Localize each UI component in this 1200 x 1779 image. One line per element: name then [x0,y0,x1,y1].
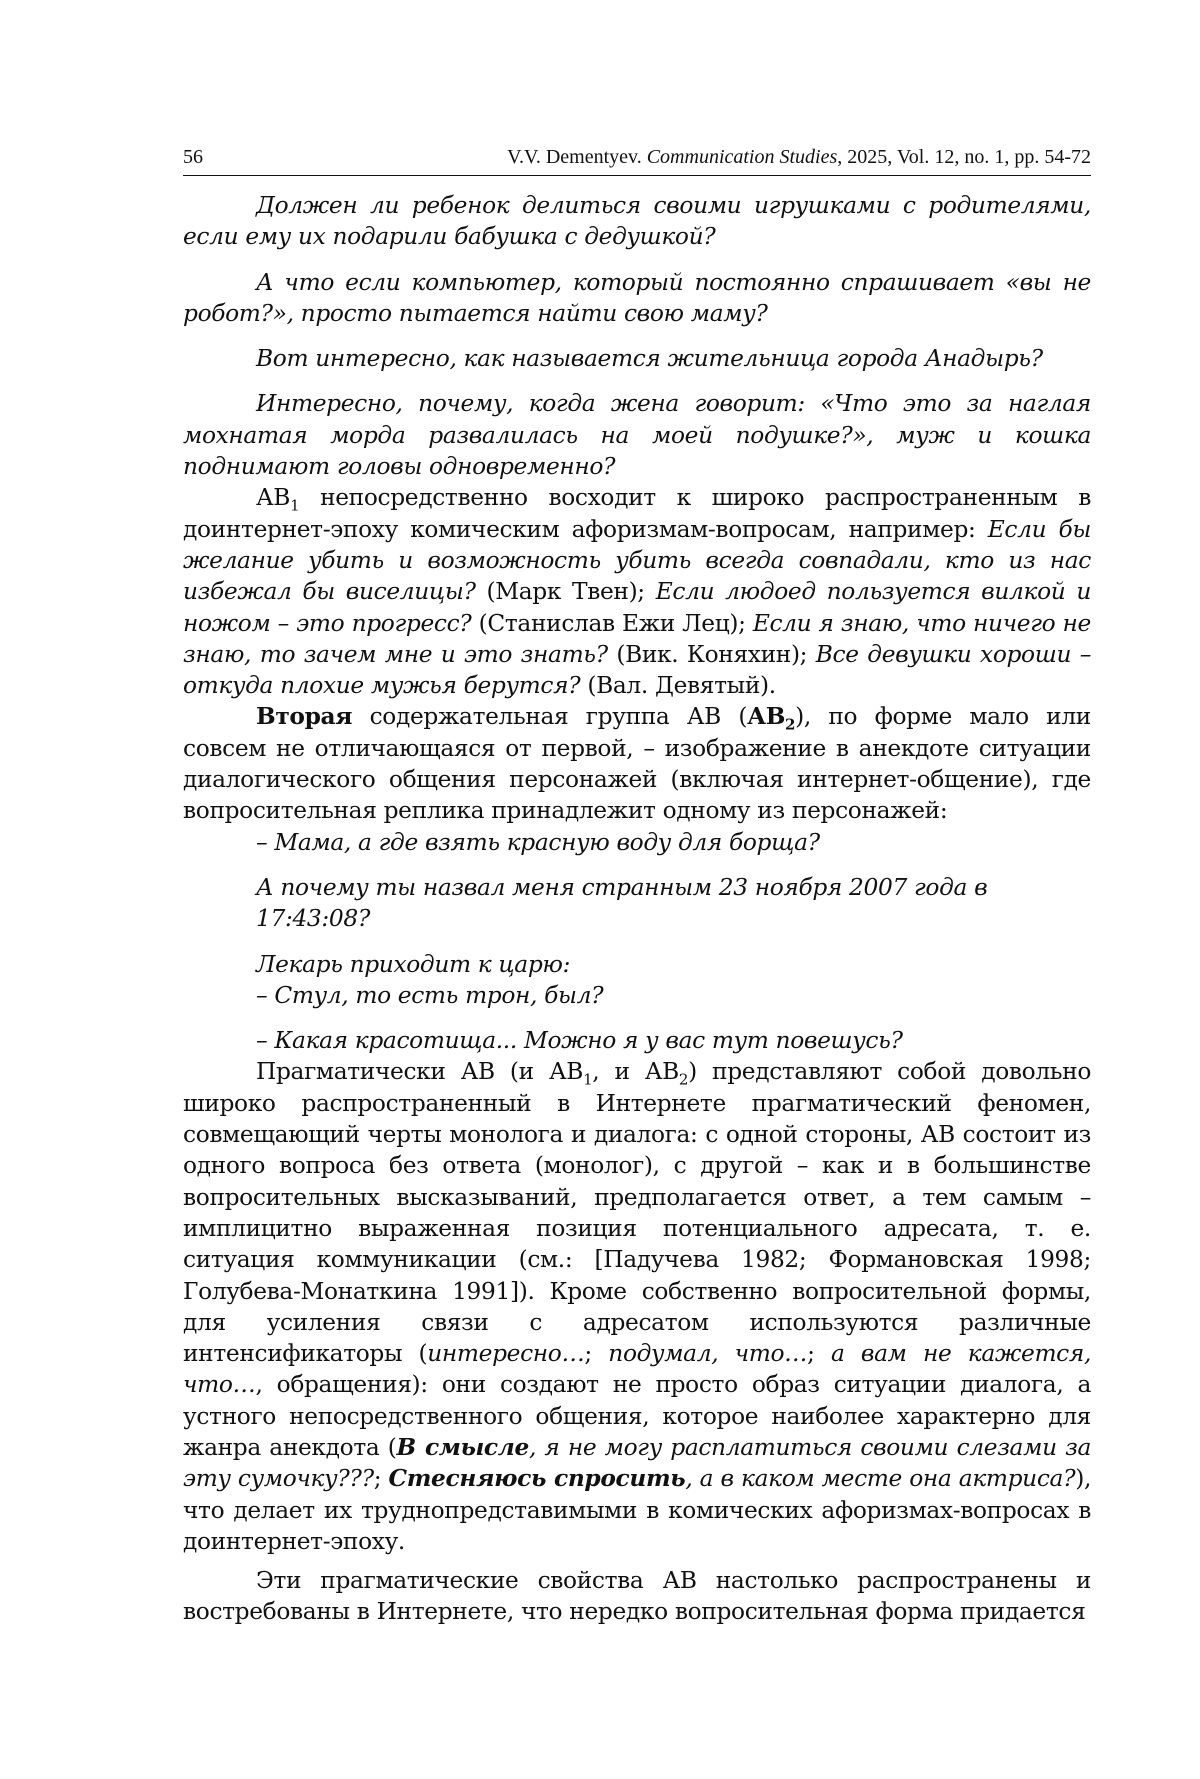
quote-4: Интересно, почему, когда жена говорит: «Что это за наглая мохнатая морда развалилась на моей подушке?», муж и кошка поднимают головы одновременно? [183,390,1091,481]
example-4: – Какая красотища... Можно я у вас тут повешусь? [256,1027,903,1055]
journal-details: , 2025, Vol. 12, no. 1, pp. 54-72 [837,146,1091,168]
page-number: 56 [183,146,203,168]
example-2: А почему ты назвал меня странным 23 ноября 2007 года в 17:43:08? [256,873,988,933]
quote-3: Вот интересно, как называется жительница города Анадырь? [256,345,1043,373]
journal-reference [507,143,1091,171]
running-header [183,143,1091,176]
quote-2: А что если компьютер, который постоянно спрашивает «вы не робот?», просто пытается найти свою маму? [183,268,1091,327]
paragraph-av1: $АВ_1$ непосредственно восходит к широко распространенным в доинтернет-эпоху комическим афоризмам-вопросам, например: Если бы желание убить и возможность убить всегда совпадали, кто из нас избежал бы виселицы? (Марк Твен); Если людоед пользуется вилкой и ножом – это прогресс? (Станислав Ежи Лец); Если я знаю, что ничего не знаю, то зачем мне и это знать? (Вик. Коняхин); Все девушки хороши – откуда плохие мужья берутся? (Вал. Девятый). [183,484,1092,700]
body-text [183,190,1091,1628]
journal-title: Communication Studies [646,146,838,168]
author: V.V. Dementyev. [507,146,642,168]
example-1: – Мама, а где взять красную воду для борща? [256,828,820,856]
quote-1: Должен ли ребенок делиться своими игрушками с родителями, если ему их подарили бабушка с дедушкой? [183,192,1091,251]
example-3b: – Стул, то есть трон, был? [256,981,604,1009]
paragraph-pragmatics: Прагматически АВ (и $АВ_1$, и $АВ_2$) представляют собой довольно широко распространенный в Интернете прагматический феномен, совмещающий черты монолога и диалога: с одной стороны, АВ состоит из одного вопроса без ответа (монолог), с другой – как и в большинстве вопросительных высказываний, предполагается ответ, а тем самым – имплицитно выраженная позиция потенциального адресата, т. е. ситуация коммуникации (см.: [Падучева 1982; Формановская 1998; Голубева-Монаткина 1991]). Кроме собственно вопросительной формы, для усиления связи с адресатом используются различные интенсификаторы (интересно…; подумал, что…; а вам не кажется, что…, обращения): они создают не просто образ ситуации диалога, а устного непосредственного общения, которое наиболее характерно для жанра анекдота (В смысле, я не могу расплатиться своими слезами за эту сумочку???; Стесняюсь спросить, а в каком месте она актриса?), что делает их труднопредставимыми в комических афоризмах-вопросах в доинтернет-эпоху. [183,1058,1092,1555]
paragraph-av2: Вторая содержательная группа АВ $(АВ_2)$, по форме мало или совсем не отличающаяся от первой, – изображение в анекдоте ситуации диалогического общения персонажей (включая интернет-общение), где вопросительная реплика принадлежит одному из персонажей: [183,703,1091,825]
paragraph-closing: Эти прагматические свойства АВ настолько распространены и востребованы в Интернете, что нередко вопросительная форма придается [183,1567,1091,1626]
example-3a: Лекарь приходит к царю: [256,950,571,978]
